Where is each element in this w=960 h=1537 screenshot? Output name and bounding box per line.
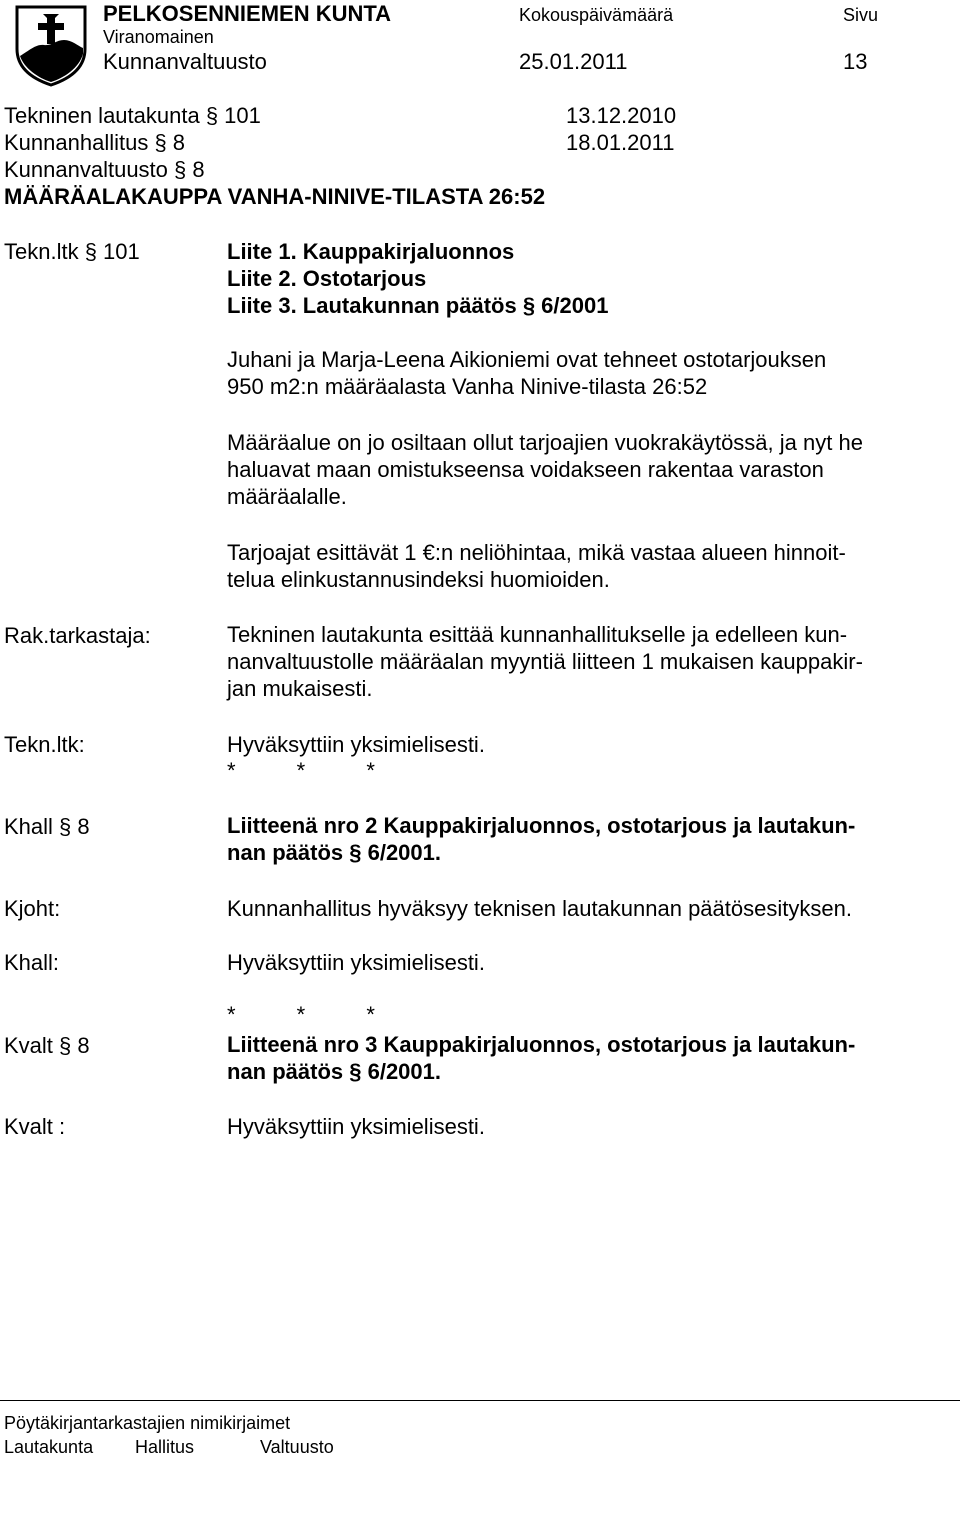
history-item: Kunnanvaltuusto § 8 bbox=[4, 157, 205, 182]
attachment-item: Liite 1. Kauppakirjaluonnos bbox=[227, 239, 515, 264]
history-date: 18.01.2011 bbox=[566, 130, 675, 155]
page-number: 13 bbox=[843, 49, 868, 74]
khall-attachment bbox=[227, 812, 855, 866]
history-date: 13.12.2010 bbox=[566, 103, 677, 128]
section-label-khall: Khall § 8 bbox=[4, 814, 90, 839]
kvalt-decision-label: Kvalt : bbox=[4, 1114, 66, 1139]
attachment-list bbox=[227, 238, 608, 319]
text-line: nanvaltuustolle määräalan myyntiä liitteen 1 mukaisen kauppakir- bbox=[227, 649, 863, 674]
section-label-tekn: Tekn.ltk § 101 bbox=[4, 239, 140, 264]
proposal-text bbox=[227, 621, 863, 702]
text-line: Juhani ja Marja-Leena Aikioniemi ovat tehneet ostotarjouksen bbox=[227, 347, 827, 372]
footer-col-lautakunta: Lautakunta bbox=[4, 1437, 94, 1457]
page-label: Sivu bbox=[843, 5, 879, 25]
date-label: Kokouspäivämäärä bbox=[519, 5, 674, 25]
text-line: telua elinkustannusindeksi huomioiden. bbox=[227, 567, 610, 592]
attachment-item: Liite 3. Lautakunnan päätös § 6/2001 bbox=[227, 293, 609, 318]
text-line: haluavat maan omistukseensa voidakseen rakentaa varaston bbox=[227, 457, 824, 482]
footer-col-hallitus: Hallitus bbox=[135, 1437, 195, 1457]
kjoht-label: Kjoht: bbox=[4, 896, 61, 921]
text-line: Määräalue on jo osiltaan ollut tarjoajien vuokrakäytössä, ja nyt he bbox=[227, 430, 863, 455]
separator-stars: * * * bbox=[227, 1002, 375, 1027]
history-item: Kunnanhallitus § 8 bbox=[4, 130, 186, 155]
text-line: Tarjoajat esittävät 1 €:n neliöhintaa, mikä vastaa alueen hinnoit- bbox=[227, 540, 846, 565]
text-line: Liitteenä nro 2 Kauppakirjaluonnos, ostotarjous ja lautakun- bbox=[227, 813, 856, 838]
paragraph-offer bbox=[227, 346, 826, 400]
text-line: Liitteenä nro 3 Kauppakirjaluonnos, ostotarjous ja lautakun- bbox=[227, 1032, 856, 1057]
paragraph-price bbox=[227, 539, 846, 593]
separator-stars: * * * bbox=[227, 758, 375, 783]
text-line: määräalalle. bbox=[227, 484, 347, 509]
section-label-kvalt: Kvalt § 8 bbox=[4, 1033, 90, 1058]
rak-tarkastaja-label: Rak.tarkastaja: bbox=[4, 623, 151, 648]
kvalt-attachment bbox=[227, 1031, 855, 1085]
history-item: Tekninen lautakunta § 101 bbox=[4, 103, 261, 128]
document-title: MÄÄRÄALAKAUPPA VANHA-NINIVE-TILASTA 26:52 bbox=[4, 184, 546, 209]
org-name: PELKOSENNIEMEN KUNTA bbox=[103, 1, 392, 26]
footer-title: Pöytäkirjantarkastajien nimikirjaimet bbox=[4, 1413, 291, 1433]
footer-divider bbox=[0, 1400, 960, 1401]
tekn-decision: Hyväksyttiin yksimielisesti. bbox=[227, 732, 485, 757]
text-line: jan mukaisesti. bbox=[227, 676, 373, 701]
coat-of-arms-icon bbox=[14, 4, 88, 87]
kjoht-proposal: Kunnanhallitus hyväksyy teknisen lautakunnan päätösesityksen. bbox=[227, 896, 852, 921]
authority-label: Viranomainen bbox=[103, 27, 214, 47]
text-line: 950 m2:n määräalasta Vanha Ninive-tilasta 26:52 bbox=[227, 374, 708, 399]
text-line: Tekninen lautakunta esittää kunnanhallitukselle ja edelleen kun- bbox=[227, 622, 848, 647]
khall-decision: Hyväksyttiin yksimielisesti. bbox=[227, 950, 485, 975]
tekn-decision-label: Tekn.ltk: bbox=[4, 732, 85, 757]
footer-col-valtuusto: Valtuusto bbox=[260, 1437, 334, 1457]
kvalt-decision: Hyväksyttiin yksimielisesti. bbox=[227, 1114, 485, 1139]
paragraph-usage bbox=[227, 429, 863, 510]
text-line: nan päätös § 6/2001. bbox=[227, 840, 441, 865]
authority-value: Kunnanvaltuusto bbox=[103, 49, 267, 74]
meeting-date: 25.01.2011 bbox=[519, 49, 628, 74]
text-line: nan päätös § 6/2001. bbox=[227, 1059, 441, 1084]
attachment-item: Liite 2. Ostotarjous bbox=[227, 266, 427, 291]
khall-decision-label: Khall: bbox=[4, 950, 60, 975]
